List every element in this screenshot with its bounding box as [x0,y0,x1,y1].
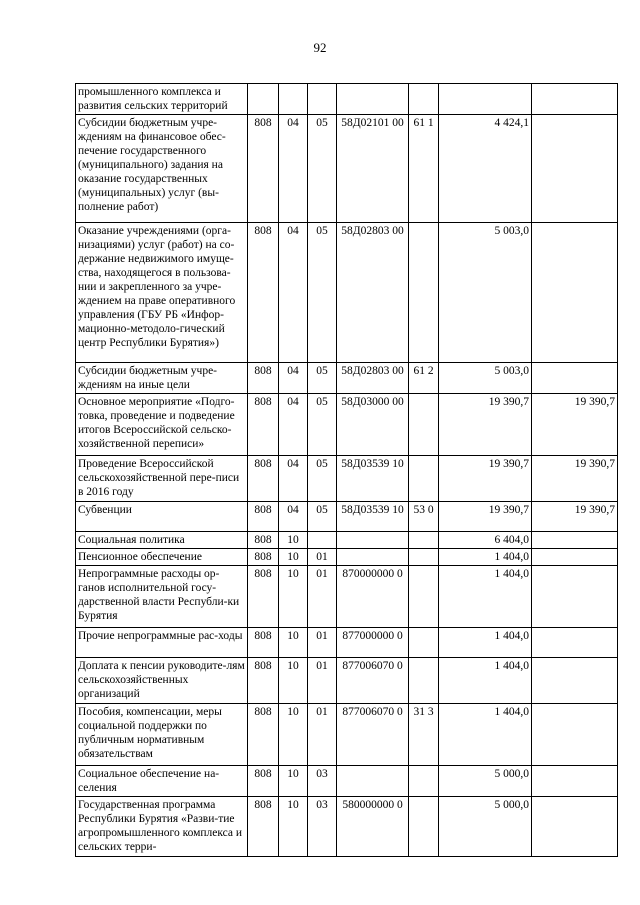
row-code-cell: 808 [248,115,279,223]
row-name-cell: Проведение Всероссийской сельскохозяйственной пере-писи в 2016 году [76,456,248,502]
table-row [76,115,618,223]
row-code-cell: 808 [248,797,279,857]
table-row [76,456,618,502]
row-subgroup-cell [308,84,337,115]
row-code-cell: 808 [248,394,279,456]
row-group-cell: 04 [279,223,308,363]
row-amount-1-cell [439,84,532,115]
row-name-cell: Основное мероприятие «Подго-товка, проведение и подведение итогов Всероссийской сельско-хозяйственной переписи» [76,394,248,456]
row-kind-cell [409,549,439,566]
page-number: 92 [313,40,327,55]
row-amount-1-cell: 19 390,7 [439,456,532,502]
table-row [76,532,618,549]
row-amount-2-cell [532,566,618,628]
row-amount-2-cell [532,84,618,115]
row-kind-cell [409,797,439,857]
row-subgroup-cell: 05 [308,363,337,394]
row-group-cell [279,84,308,115]
row-name-cell: Субсидии бюджетным учре-ждениям на финансовое обес-печение государственного (муниципального) задания на оказание государственных (муниципальных) услуг (вы-полнение работ) [76,115,248,223]
row-amount-2-cell [532,658,618,704]
table-row [76,566,618,628]
row-amount-2-cell [532,363,618,394]
row-subgroup-cell: 01 [308,566,337,628]
row-article-cell: 870000000 0 [337,566,409,628]
row-group-cell: 04 [279,115,308,223]
row-name-cell: промышленного комплекса и развития сельских территорий [76,84,248,115]
table-row [76,797,618,857]
row-amount-1-cell: 6 404,0 [439,532,532,549]
row-kind-cell [409,628,439,658]
row-article-cell: 58Д02803 00 [337,363,409,394]
table-row [76,223,618,363]
row-kind-cell: 53 0 [409,502,439,532]
row-group-cell: 04 [279,502,308,532]
row-amount-1-cell: 5 000,0 [439,797,532,857]
row-kind-cell: 31 3 [409,704,439,766]
row-amount-1-cell: 1 404,0 [439,704,532,766]
row-code-cell: 808 [248,704,279,766]
row-name-cell: Доплата к пенсии руководите-лям сельскохозяйственных организаций [76,658,248,704]
row-code-cell: 808 [248,223,279,363]
row-kind-cell [409,223,439,363]
row-amount-1-cell: 19 390,7 [439,502,532,532]
table-row [76,658,618,704]
row-subgroup-cell: 05 [308,223,337,363]
row-amount-2-cell: 19 390,7 [532,502,618,532]
table-row [76,704,618,766]
row-subgroup-cell: 03 [308,797,337,857]
row-name-cell: Субсидии бюджетным учре-ждениям на иные цели [76,363,248,394]
row-article-cell [337,549,409,566]
row-amount-1-cell: 1 404,0 [439,549,532,566]
row-group-cell: 10 [279,566,308,628]
row-kind-cell [409,532,439,549]
row-name-cell: Пенсионное обеспечение [76,549,248,566]
row-amount-2-cell [532,766,618,797]
row-group-cell: 04 [279,456,308,502]
row-amount-2-cell [532,532,618,549]
row-amount-1-cell: 1 404,0 [439,628,532,658]
row-amount-2-cell: 19 390,7 [532,394,618,456]
table-row [76,549,618,566]
table-row [76,766,618,797]
row-name-cell: Социальная политика [76,532,248,549]
row-amount-2-cell [532,223,618,363]
row-kind-cell: 61 2 [409,363,439,394]
row-article-cell: 580000000 0 [337,797,409,857]
row-amount-1-cell: 19 390,7 [439,394,532,456]
row-group-cell: 10 [279,549,308,566]
row-name-cell: Субвенции [76,502,248,532]
row-kind-cell [409,394,439,456]
row-code-cell: 808 [248,549,279,566]
row-subgroup-cell: 01 [308,549,337,566]
row-code-cell: 808 [248,456,279,502]
row-article-cell: 877000000 0 [337,628,409,658]
row-subgroup-cell: 03 [308,766,337,797]
row-article-cell: 877006070 0 [337,658,409,704]
row-article-cell: 58Д03539 10 [337,456,409,502]
row-name-cell: Прочие непрограммные рас-ходы [76,628,248,658]
row-code-cell: 808 [248,363,279,394]
row-name-cell: Социальное обеспечение на-селения [76,766,248,797]
table-row [76,502,618,532]
row-kind-cell: 61 1 [409,115,439,223]
row-code-cell: 808 [248,628,279,658]
row-amount-1-cell: 1 404,0 [439,658,532,704]
row-article-cell: 58Д02101 00 [337,115,409,223]
row-article-cell [337,84,409,115]
row-amount-1-cell: 4 424,1 [439,115,532,223]
row-kind-cell [409,456,439,502]
table-row [76,363,618,394]
row-amount-1-cell: 5 000,0 [439,766,532,797]
row-name-cell: Пособия, компенсации, меры социальной поддержки по публичным нормативным обязательствам [76,704,248,766]
budget-table [75,83,618,857]
row-group-cell: 04 [279,363,308,394]
row-group-cell: 10 [279,532,308,549]
row-subgroup-cell: 05 [308,456,337,502]
table-row [76,84,618,115]
row-amount-2-cell: 19 390,7 [532,456,618,502]
row-group-cell: 10 [279,766,308,797]
row-amount-1-cell: 1 404,0 [439,566,532,628]
row-code-cell: 808 [248,766,279,797]
row-amount-2-cell [532,797,618,857]
row-article-cell: 58Д02803 00 [337,223,409,363]
row-code-cell: 808 [248,502,279,532]
row-kind-cell [409,84,439,115]
row-name-cell: Непрограммные расходы ор-ганов исполнительной госу-дарственной власти Республи-ки Бурятия [76,566,248,628]
row-kind-cell [409,566,439,628]
row-article-cell: 58Д03539 10 [337,502,409,532]
row-group-cell: 10 [279,658,308,704]
row-subgroup-cell: 01 [308,628,337,658]
row-subgroup-cell [308,532,337,549]
row-amount-2-cell [532,704,618,766]
row-subgroup-cell: 05 [308,502,337,532]
row-code-cell: 808 [248,532,279,549]
row-group-cell: 10 [279,704,308,766]
row-subgroup-cell: 01 [308,704,337,766]
table-row [76,628,618,658]
row-amount-2-cell [532,115,618,223]
row-subgroup-cell: 01 [308,658,337,704]
row-code-cell: 808 [248,658,279,704]
row-group-cell: 10 [279,797,308,857]
row-kind-cell [409,658,439,704]
row-amount-1-cell: 5 003,0 [439,223,532,363]
row-name-cell: Оказание учреждениями (орга-низациями) услуг (работ) на со-держание недвижимого имуще-ства, находящегося в пользова-нии и закрепленного за учре-ждением на праве оперативного управления (ГБУ РБ «Инфор-мационно-методоло-гический центр Республики Бурятия») [76,223,248,363]
row-amount-2-cell [532,549,618,566]
row-name-cell: Государственная программа Республики Бурятия «Разви-тие агропромышленного комплекса и сельских терри- [76,797,248,857]
row-article-cell [337,532,409,549]
row-code-cell [248,84,279,115]
row-subgroup-cell: 05 [308,115,337,223]
row-group-cell: 10 [279,628,308,658]
row-article-cell: 58Д03000 00 [337,394,409,456]
row-subgroup-cell: 05 [308,394,337,456]
table-row [76,394,618,456]
row-code-cell: 808 [248,566,279,628]
row-article-cell [337,766,409,797]
row-amount-2-cell [532,628,618,658]
row-amount-1-cell: 5 003,0 [439,363,532,394]
row-article-cell: 877006070 0 [337,704,409,766]
row-kind-cell [409,766,439,797]
row-group-cell: 04 [279,394,308,456]
